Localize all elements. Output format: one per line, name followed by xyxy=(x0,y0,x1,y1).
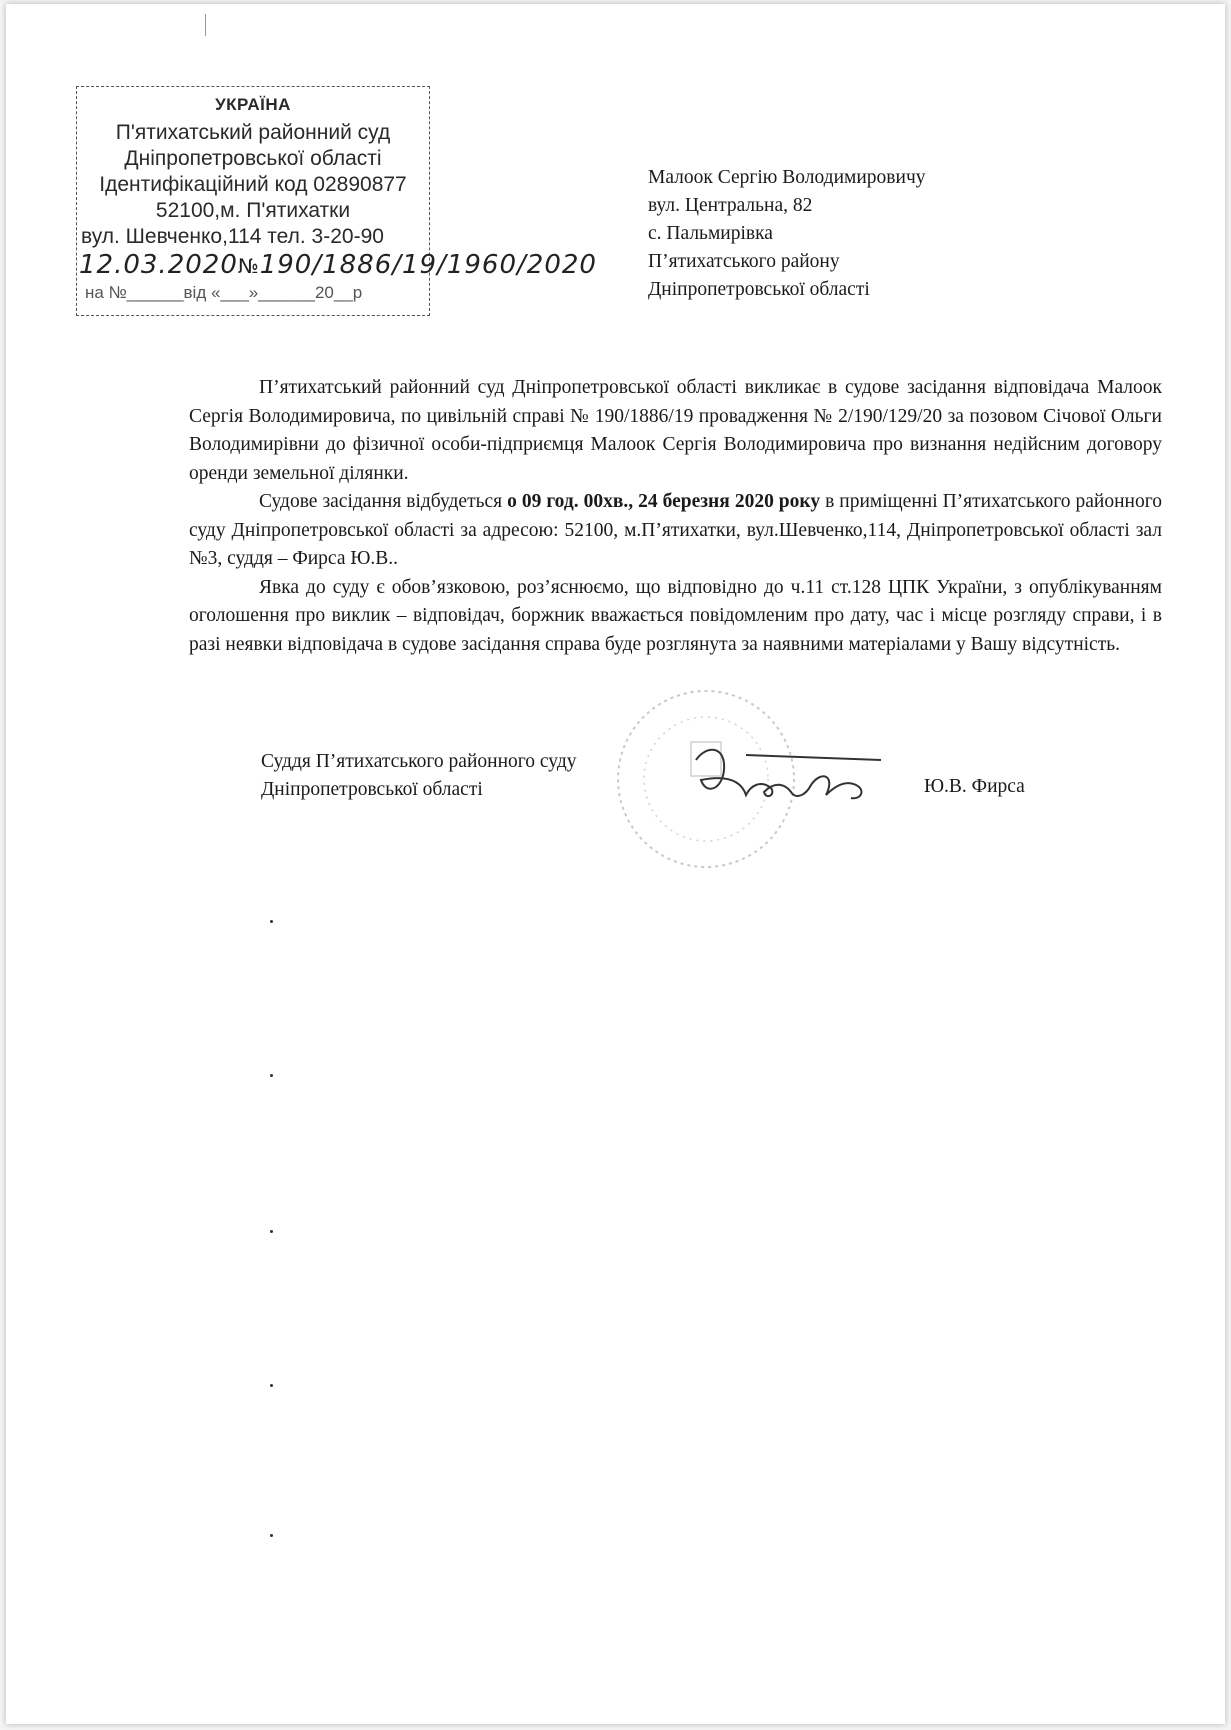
scan-dot xyxy=(270,1230,273,1233)
addressee-village: с. Пальмирівка xyxy=(648,223,773,244)
hearing-intro: Судове засідання відбудеться xyxy=(259,491,508,512)
paragraph-hearing xyxy=(189,488,1162,574)
signature-block xyxy=(261,748,577,804)
addressee-name: Малоок Сергію Володимировичу xyxy=(648,167,926,188)
stamp-region: Дніпропетровської області xyxy=(124,147,382,170)
signer-title-line2: Дніпропетровської області xyxy=(261,779,483,800)
document-page xyxy=(6,4,1225,1724)
judge-signature xyxy=(686,740,906,830)
hearing-datetime: о 09 год. 00хв., 24 березня 2020 року xyxy=(507,491,821,512)
stamp-reply-reference: на №______від «___»______20__р xyxy=(85,283,363,302)
stamp-court-name: П'ятихатський районний суд xyxy=(115,121,391,144)
handwritten-outgoing-number: 190/1886/19/1960/2020 xyxy=(259,250,597,280)
addressee-street: вул. Центральна, 82 xyxy=(648,195,813,216)
stamp-id-code: Ідентифікаційний код 02890877 xyxy=(99,173,407,196)
letter-body xyxy=(189,374,1162,659)
stamp-handwritten-line xyxy=(79,250,597,280)
stamp-postal-city: 52100,м. П'ятихатки xyxy=(155,199,351,222)
addressee-block xyxy=(648,164,926,304)
scan-mark xyxy=(205,14,206,36)
hearing-location: в приміщенні П’ятихатського районного суду Дніпропетровської області за адресою: 52100, м.П’ятихатки, вул.Шевченко,114, Дніпропетровської області зал №3, суддя – Фирса Ю.В.. xyxy=(189,491,1162,569)
paragraph-attendance: Явка до суду є обов’язковою, роз’яснюємо, що відповідно до ч.11 ст.128 ЦПК України, з опублікуванням оголошення про виклик – відповідач, боржник вважається повідомленим про дату, час і місце розгляду справи, і в разі неявки відповідача в судове засідання справа буде розглянута за наявними матеріалами у Вашу відсутність. xyxy=(189,576,1162,655)
number-sign: № xyxy=(237,254,260,278)
scan-dot xyxy=(270,920,273,923)
scan-dot xyxy=(270,1384,273,1387)
addressee-district: П’ятихатського району xyxy=(648,251,840,272)
judge-name: Ю.В. Фирса xyxy=(924,776,1025,797)
scan-dot xyxy=(270,1534,273,1537)
stamp-country: УКРАЇНА xyxy=(215,95,291,114)
stamp-address-phone: вул. Шевченко,114 тел. 3-20-90 xyxy=(81,225,384,248)
handwritten-date: 12.03.2020 xyxy=(79,250,238,280)
scan-dot xyxy=(270,1074,273,1077)
court-stamp xyxy=(76,86,597,316)
paragraph-summons: П’ятихатський районний суд Дніпропетровської області викликає в судове засідання відповідача Малоок Сергія Володимировича, по цивільній справі № 190/1886/19 провадження № 2/190/129/20 за позовом Січової Ольги Володимирівни до фізичної особи-підприємця Малоок Сергія Володимировича про визнання недійсним договору оренди земельної ділянки. xyxy=(189,377,1162,484)
addressee-region: Дніпропетровської області xyxy=(648,279,870,300)
signer-title-line1: Суддя П’ятихатського районного суду xyxy=(261,751,577,772)
